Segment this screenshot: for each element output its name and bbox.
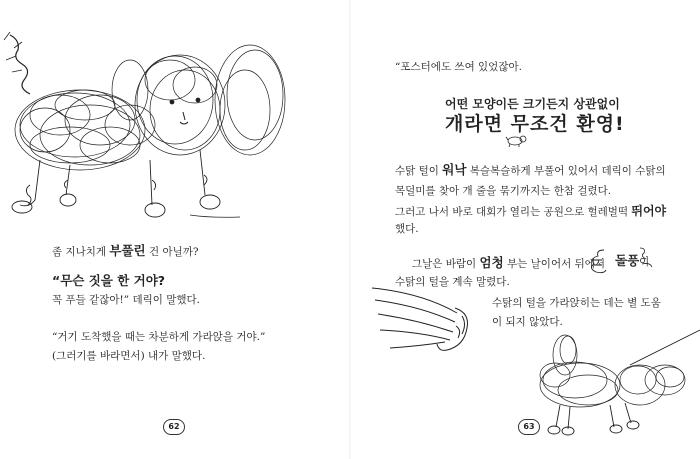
gust-cloud-icon bbox=[590, 248, 614, 274]
dialogue-heading: “무슨 짓을 한 거야? bbox=[52, 273, 166, 288]
emphasized-word: 뛰어야 bbox=[631, 204, 667, 218]
text-line bbox=[52, 330, 265, 344]
text-line bbox=[395, 204, 666, 219]
emphasized-word: 돌풍 bbox=[615, 253, 640, 268]
text-segment: 그러고 나서 바로 대회가 열리는 공원으로 헐레벌떡 bbox=[395, 206, 632, 218]
small-dog-icon bbox=[505, 134, 529, 148]
text-segment: 꼭 푸들 같잖아!” 데릭이 말했다. bbox=[52, 294, 200, 306]
text-line: 했다. bbox=[395, 223, 419, 235]
text-line bbox=[395, 163, 666, 178]
poster-line-1: 어떤 모양이든 크기든지 상관없이 bbox=[445, 97, 620, 111]
text-line: 수탉의 털을 계속 말렸다. bbox=[395, 276, 510, 288]
text-segment: 복슬복슬하게 부풀어 있어서 데릭이 수탉의 bbox=[466, 165, 666, 177]
text-segment: (그러기를 바라면서) 내가 말했다. bbox=[52, 350, 206, 362]
text-segment: 부는 날이어서 뒤에서 bbox=[503, 258, 606, 270]
text-segment: 수탉 털이 bbox=[395, 165, 443, 177]
page-number: 63 bbox=[518, 419, 540, 435]
wind-swirl-icon bbox=[636, 244, 656, 274]
text-line bbox=[52, 244, 199, 259]
text-line: 목덜미를 찾아 개 줄을 묶기까지는 한참 걸렸다. bbox=[395, 185, 612, 197]
text-segment: 이 bbox=[639, 256, 650, 268]
scribble-poodle-illustration bbox=[0, 20, 300, 225]
emphasized-word: 워낙 bbox=[442, 162, 467, 177]
right-page bbox=[350, 0, 700, 459]
poster-line-2: 개라면 무조건 환영! bbox=[445, 113, 625, 135]
wind-gust-illustration bbox=[370, 278, 490, 368]
text-line bbox=[52, 293, 200, 307]
text-line bbox=[52, 349, 205, 363]
text-segment: 건 아닐까? bbox=[145, 246, 199, 258]
text-line bbox=[412, 256, 605, 271]
text-line: 이 되지 않았다. bbox=[492, 316, 563, 328]
text-line: 수탉의 털을 가라앉히는 데는 별 도움 bbox=[492, 297, 661, 309]
text-segment: “거기 도착했을 때는 차분하게 가라앉을 거야.” bbox=[52, 331, 266, 343]
emphasized-word: 부풀린 bbox=[109, 243, 146, 258]
text-line bbox=[52, 274, 165, 289]
text-segment: 좀 지나치게 bbox=[52, 246, 110, 258]
emphasized-word: 엄청 bbox=[479, 255, 504, 270]
text-segment: 그날은 바람이 bbox=[412, 258, 480, 270]
page-number: 62 bbox=[163, 419, 185, 435]
quote-line: “포스터에도 쓰여 있었잖아. bbox=[395, 61, 522, 73]
